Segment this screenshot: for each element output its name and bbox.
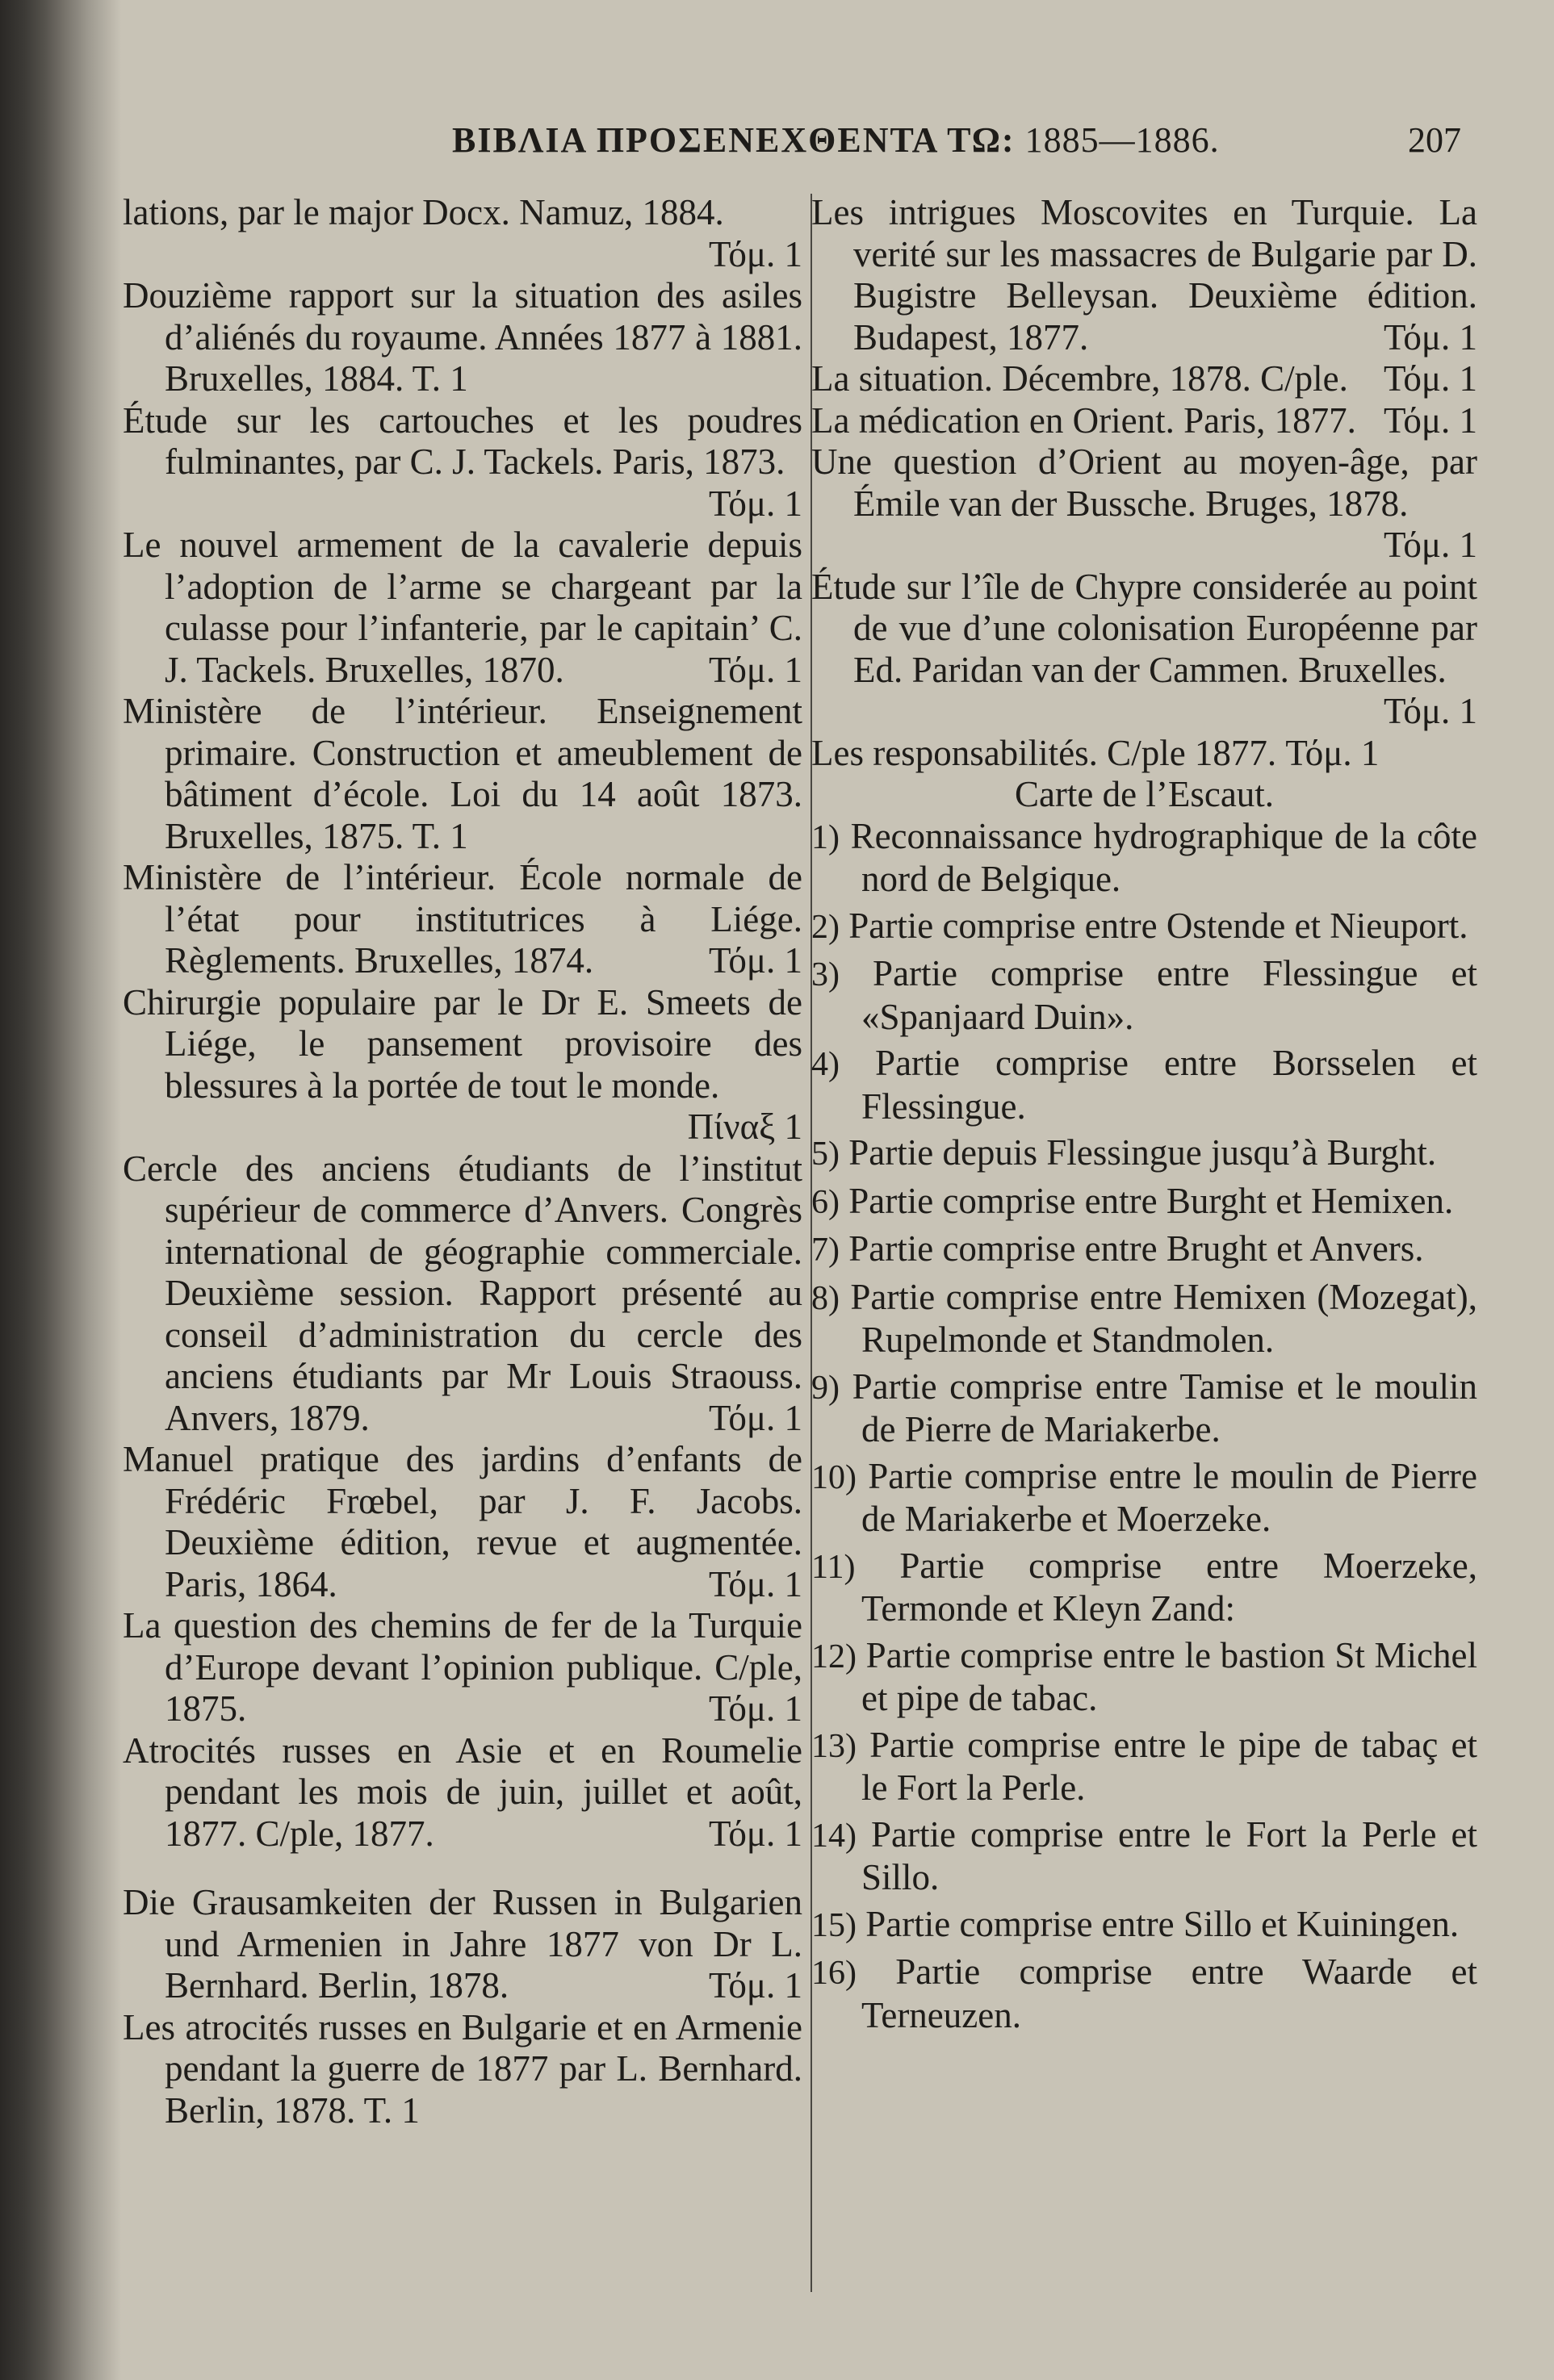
header-years: 1885—1886.	[1024, 120, 1220, 160]
volume-count: Τόμ. 1	[1383, 691, 1477, 731]
left-column	[123, 192, 802, 2323]
map-sheet-item: 1) Reconnaissance hydrographique de la côte nord de Belgique.	[811, 815, 1477, 899]
catalog-entry: Die Grausamkeiten der Russen in Bulgarien und Armenien in Jahre 1877 von Dr L. Bernhard. Berlin, 1878. Τόμ. 1	[123, 1882, 802, 2006]
volume-count: Πίναξ 1	[687, 1106, 802, 1147]
map-sheet-item: 13) Partie comprise entre le pipe de tabaç et le Fort la Perle.	[811, 1724, 1478, 1808]
item-number: 6)	[811, 1183, 840, 1221]
map-section-heading: Carte de l’Escaut.	[1014, 774, 1275, 814]
map-sheet-item: 8) Partie comprise entre Hemixen (Mozegat), Rupelmonde et Standmolen.	[811, 1276, 1477, 1360]
running-header	[452, 119, 1461, 168]
map-sheet-item: 10) Partie comprise entre le moulin de Pierre de Mariakerbe et Moerzeke.	[811, 1455, 1478, 1539]
volume-count: Τόμ. 1	[708, 1563, 802, 1604]
volume-count: Τόμ. 1	[708, 649, 802, 690]
book-gutter-shadow	[0, 0, 121, 2380]
catalog-entry: Les intrigues Moscovites en Turquie. La verité sur les massacres de Bulgarie par D. Bugistre Belleysan. Deuxième édition. Budapest, 1877. Τόμ. 1	[811, 192, 1477, 358]
map-sheet-item: 14) Partie comprise entre le Fort la Perle et Sillo.	[811, 1813, 1477, 1897]
volume-count: Τόμ. 1	[708, 1965, 802, 2006]
item-number: 2)	[811, 908, 840, 946]
catalog-entry: Les atrocités russes en Bulgarie et en Armenie pendant la guerre de 1877 par L. Bernhard. Berlin, 1878. T. 1	[123, 2006, 802, 2131]
item-number: 7)	[811, 1232, 840, 1269]
item-number: 1)	[811, 818, 840, 856]
catalog-entry: Ministère de l’intérieur. École normale de l’état pour institutrices à Liége. Règlements. Bruxelles, 1874. Τόμ. 1	[123, 857, 802, 981]
item-number: 4)	[811, 1046, 840, 1083]
map-sheet-item: 5) Partie depuis Flessingue jusqu’à Burght.	[811, 1132, 1437, 1173]
catalog-entry: lations, par le major Docx. Namuz, 1884. Τόμ. 1	[123, 192, 802, 274]
item-number: 9)	[811, 1369, 840, 1407]
catalog-entry: Étude sur les cartouches et les poudres fulminantes, par C. J. Tackels. Paris, 1873. Τόμ. 1	[123, 399, 802, 524]
item-number: 16)	[811, 1955, 857, 1992]
catalog-entry: Manuel pratique des jardins d’enfants de Frédéric Frœbel, par J. F. Jacobs. Deuxième édition, revue et augmentée. Paris, 1864. Τόμ. 1	[123, 1439, 802, 1604]
catalog-entry: Cercle des anciens étudiants de l’institut supérieur de commerce d’Anvers. Congrès international de géographie commerciale. Deuxième session. Rapport présenté au conseil d’administration du cercle des anciens étudiants par Mr Louis Straouss. Anvers, 1879. Τόμ. 1	[123, 1148, 802, 1438]
volume-count: Τόμ. 1	[1383, 525, 1477, 565]
catalog-entry: Les responsabilités. C/ple 1877. Τόμ. 1	[811, 732, 1380, 773]
right-column	[811, 192, 1477, 2323]
map-sheet-item: 11) Partie comprise entre Moerzeke, Termonde et Kleyn Zand:	[811, 1545, 1477, 1629]
volume-count: Τόμ. 1	[708, 940, 802, 981]
volume-count: Τόμ. 1	[708, 1688, 802, 1729]
item-number: 10)	[811, 1458, 857, 1496]
volume-count: Τόμ. 1	[1383, 399, 1477, 441]
catalog-entry: La question des chemins de fer de la Turquie d’Europe devant l’opinion publique. C/ple, 1875. Τόμ. 1	[123, 1605, 802, 1729]
map-sheet-item: 4) Partie comprise entre Borsselen et Flessingue.	[811, 1043, 1478, 1127]
item-number: 12)	[811, 1638, 857, 1675]
catalog-entry: Atrocités russes en Asie et en Roumelie pendant les mois de juin, juillet et août, 1877. C/ple, 1877. Τόμ. 1	[123, 1730, 802, 1854]
catalog-entry: Le nouvel armement de la cavalerie depuis l’adoption de l’arme se chargeant par la culasse pour l’infanterie, par le capitain’ C. J. Tackels. Bruxelles, 1870. Τόμ. 1	[123, 525, 802, 690]
volume-count: Τόμ. 1	[708, 1397, 802, 1438]
map-sheet-item: 3) Partie comprise entre Flessingue et «Spanjaard Duin».	[811, 953, 1478, 1037]
map-sheet-item: 6) Partie comprise entre Burght et Hemixen.	[811, 1180, 1454, 1221]
item-number: 5)	[811, 1136, 840, 1173]
map-sheet-item: 12) Partie comprise entre le bastion St Michel et pipe de tabac.	[811, 1634, 1477, 1718]
item-number: 14)	[811, 1817, 857, 1855]
volume-count: Τόμ. 1	[708, 483, 802, 524]
volume-count: Τόμ. 1	[708, 1813, 802, 1854]
map-sheet-item: 2) Partie comprise entre Ostende et Nieuport.	[811, 905, 1468, 946]
item-number: 13)	[811, 1727, 857, 1765]
catalog-entry: Ministère de l’intérieur. Enseignement primaire. Construction et ameublement de bâtiment d’école. Loi du 14 août 1873. Bruxelles, 1875. T. 1	[123, 691, 802, 856]
page-number: 207	[1408, 120, 1461, 160]
header-title-greek: ΒΙΒΛΙΑ ΠΡΟΣΕΝΕΧΘΕΝΤΑ ΤΩ:	[452, 120, 1016, 160]
catalog-entry: La situation. Décembre, 1878. C/ple. Τόμ. 1	[811, 358, 1477, 399]
map-sheet-item: 9) Partie comprise entre Tamise et le moulin de Pierre de Mariakerbe.	[811, 1366, 1477, 1449]
item-number: 3)	[811, 956, 840, 993]
catalog-entry: Douzième rapport sur la situation des asiles d’aliénés du royaume. Années 1877 à 1881. Bruxelles, 1884. T. 1	[123, 275, 802, 399]
map-sheet-item: 16) Partie comprise entre Waarde et Terneuzen.	[811, 1951, 1477, 2035]
map-sheet-item: 7) Partie comprise entre Brught et Anvers.	[811, 1228, 1424, 1269]
catalog-entry: La médication en Orient. Paris, 1877. Τόμ. 1	[811, 399, 1477, 441]
volume-count: Τόμ. 1	[1383, 358, 1477, 399]
item-number: 11)	[811, 1548, 856, 1586]
catalog-entry: Chirurgie populaire par le Dr E. Smeets de Liége, le pansement provisoire des blessures à la portée de tout le monde. Πίναξ 1	[123, 981, 802, 1147]
catalog-entry: Une question d’Orient au moyen-âge, par Émile van der Bussche. Bruges, 1878. Τόμ. 1	[811, 441, 1477, 565]
catalog-entry: Étude sur l’île de Chypre considerée au point de vue d’une colonisation Européenne par Ed. Paridan van der Cammen. Bruxelles. Τόμ. 1	[811, 566, 1477, 731]
spacer	[123, 1855, 802, 1882]
volume-count: Τόμ. 1	[708, 233, 802, 274]
item-number: 8)	[811, 1279, 840, 1317]
item-number: 15)	[811, 1906, 857, 1944]
volume-count: Τόμ. 1	[1383, 316, 1477, 358]
map-sheet-item: 15) Partie comprise entre Sillo et Kuiningen.	[811, 1903, 1460, 1944]
header-title	[452, 119, 1220, 161]
